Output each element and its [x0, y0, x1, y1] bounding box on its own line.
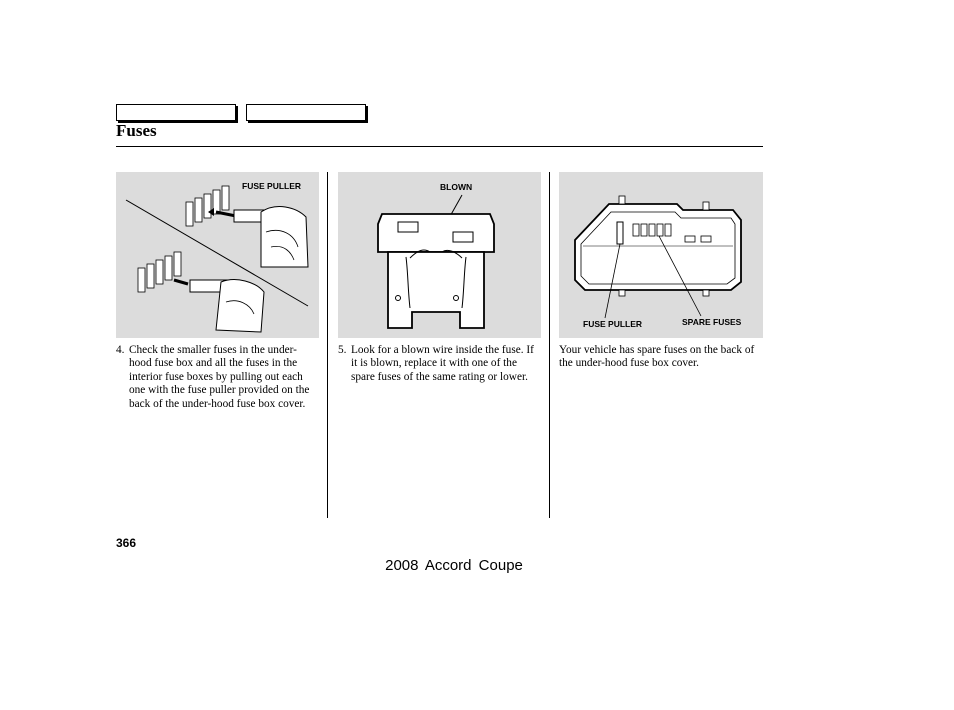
blown-fuse-illustration	[338, 172, 541, 338]
fuse-puller-illustration	[116, 172, 319, 338]
fuse-puller-label: FUSE PULLER	[242, 181, 302, 191]
blown-fuse-drawing	[338, 172, 541, 338]
nav-tab-box-2[interactable]	[246, 104, 366, 121]
step-4-text: Check the smaller fuses in the under-hood fuse box and all the fuses in the interior fuse boxes by pulling out each one with the fuse puller provided on the back of the under-hood fuse box cover.	[129, 344, 310, 410]
page-number: 366	[116, 536, 137, 550]
spare-fuses-label: SPARE FUSES	[682, 317, 742, 327]
fuse-box-cover-drawing	[559, 172, 763, 338]
step-4-number: 4.	[116, 344, 125, 356]
fuse-puller-drawing	[116, 172, 319, 338]
footer-model-text: 2008 Accord Coupe	[385, 557, 523, 574]
step-5-number: 5.	[338, 344, 347, 356]
column-divider-2	[549, 172, 550, 518]
fuse-box-cover-illustration	[559, 172, 763, 338]
footer-model-name	[0, 557, 954, 574]
column-divider-1	[327, 172, 328, 518]
title-rule	[116, 146, 763, 147]
nav-tab-box-1[interactable]	[116, 104, 236, 121]
spare-fuses-paragraph: Your vehicle has spare fuses on the back of the under-hood fuse box cover.	[559, 344, 755, 370]
blown-label: BLOWN	[440, 182, 473, 192]
page-title: Fuses	[116, 121, 157, 140]
fuse-puller-label-2: FUSE PULLER	[583, 319, 643, 329]
step-5-text: Look for a blown wire inside the fuse. If it is blown, replace it with one of the spare fuses of the same rating or lower.	[351, 344, 534, 383]
